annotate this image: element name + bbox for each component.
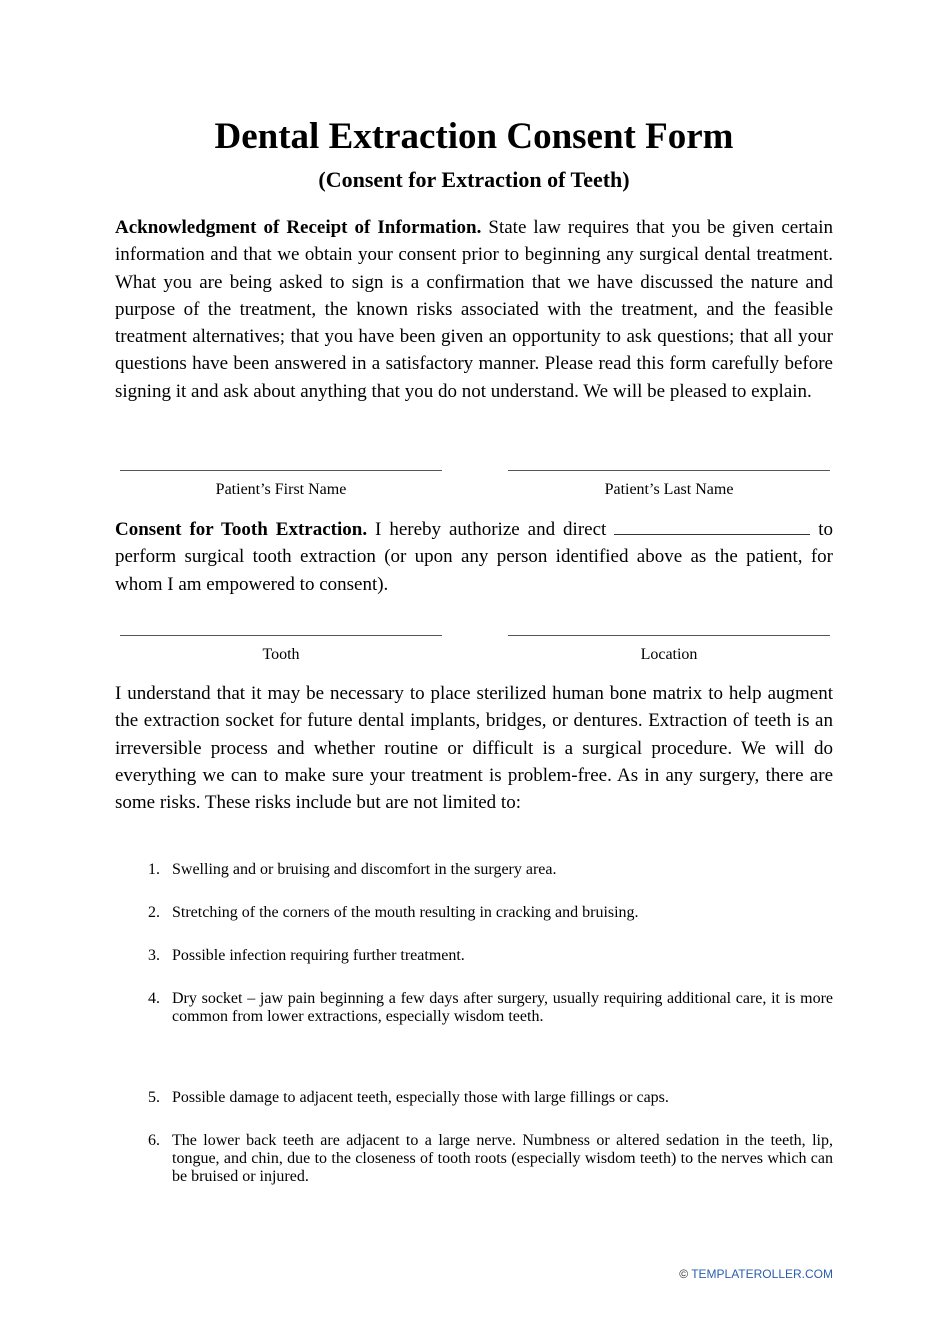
first-name-line[interactable] (120, 470, 442, 471)
footer-site-link[interactable]: TEMPLATEROLLER.COM (691, 1267, 833, 1281)
risk-item (115, 947, 833, 965)
risk-text: Stretching of the corners of the mouth resulting in cracking and bruising. (172, 904, 639, 921)
risk-number: 4. (148, 990, 160, 1007)
risk-text: Possible damage to adjacent teeth, especially those with large fillings or caps. (172, 1089, 669, 1106)
risk-text: Swelling and or bruising and discomfort in the surgery area. (172, 861, 557, 878)
acknowledgment-paragraph (115, 214, 833, 405)
risk-item (115, 1089, 833, 1107)
first-name-label: Patient’s First Name (215, 481, 347, 498)
tooth-label: Tooth (262, 646, 300, 663)
risk-item (115, 990, 833, 1026)
risk-number: 1. (148, 861, 160, 878)
dentist-name-blank[interactable] (614, 516, 810, 535)
risk-number: 6. (148, 1132, 160, 1149)
consent-heading: Consent for Tooth Extraction. (115, 519, 368, 540)
location-line[interactable] (508, 635, 830, 636)
consent-paragraph (115, 516, 833, 598)
last-name-label: Patient’s Last Name (604, 481, 734, 498)
location-field[interactable] (508, 635, 830, 664)
copyright-icon: © (679, 1267, 689, 1281)
risk-number: 3. (148, 947, 160, 964)
last-name-field[interactable] (508, 470, 830, 499)
location-label: Location (640, 646, 698, 663)
risk-item (115, 861, 833, 879)
document-title: Dental Extraction Consent Form (214, 116, 734, 157)
tooth-field[interactable] (120, 635, 442, 664)
risk-number: 2. (148, 904, 160, 921)
tooth-line[interactable] (120, 635, 442, 636)
risk-number: 5. (148, 1089, 160, 1106)
consent-body-start: I hereby authorize and direct (367, 519, 615, 540)
risk-item (115, 1132, 833, 1186)
risks-intro-paragraph: I understand that it may be necessary to place sterilized human bone matrix to help augment the extraction socket for future dental implants, bridges, or dentures. Extraction of teeth is an irreversible process and whether routine or difficult is a surgical procedure. We will do everything we can to make sure your treatment is problem-free. As in any surgery, there are some risks. These risks include but are not limited to: (115, 683, 833, 814)
document-subtitle: (Consent for Extraction of Teeth) (318, 167, 630, 192)
risk-text: Possible infection requiring further treatment. (172, 947, 465, 964)
acknowledgment-heading: Acknowledgment of Receipt of Information. (115, 217, 482, 238)
first-name-field[interactable] (120, 470, 442, 499)
risk-item (115, 904, 833, 922)
risk-text: Dry socket – jaw pain beginning a few days after surgery, usually requiring additional care, it is more common from lower extractions, especially wisdom teeth. (172, 990, 833, 1025)
consent-body-end: to perform surgical tooth extraction (or upon any person identified above as the patient, for whom I am empowered to consent). (115, 519, 834, 595)
footer-watermark[interactable] (679, 1267, 833, 1281)
acknowledgment-body: State law requires that you be given certain information and that we obtain your consent prior to beginning any surgical dental treatment. What you are being asked to sign is a confirmation that we have discussed the nature and purpose of the treatment, the known risks associated with the treatment, and the feasible treatment alternatives; that you have been given an opportunity to ask questions; that all your questions have been answered in a satisfactory manner. Please read this form carefully before signing it and ask about anything that you do not understand. We will be pleased to explain. (115, 217, 834, 402)
risk-text: The lower back teeth are adjacent to a large nerve. Numbness or altered sedation in the teeth, lip, tongue, and chin, due to the closeness of tooth roots (especially wisdom teeth) to the nerves which can be bruised or injured. (172, 1132, 833, 1185)
last-name-line[interactable] (508, 470, 830, 471)
